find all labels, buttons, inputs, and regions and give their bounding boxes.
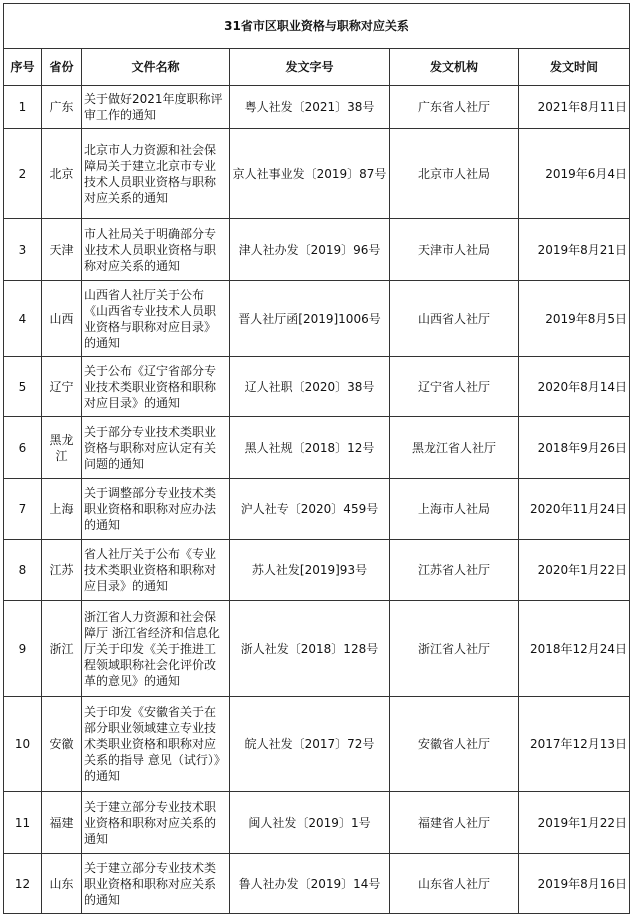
table-row <box>4 417 630 479</box>
row-agency: 安徽省人社厅 <box>390 697 519 792</box>
row-province: 黑龙江 <box>42 417 82 479</box>
row-date: 2020年1月22日 <box>519 540 630 601</box>
header-doc-number: 发文字号 <box>230 49 390 86</box>
row-doc-name: 关于公布《辽宁省部分专业技术类职业资格和职称对应目录》的通知 <box>82 357 230 417</box>
row-date: 2020年11月24日 <box>519 479 630 540</box>
table-row <box>4 281 630 357</box>
row-no: 11 <box>4 792 42 854</box>
row-no: 2 <box>4 129 42 219</box>
table-row <box>4 601 630 697</box>
row-province: 浙江 <box>42 601 82 697</box>
row-no: 6 <box>4 417 42 479</box>
row-doc-number: 黑人社规〔2018〕12号 <box>230 417 390 479</box>
row-doc-name: 北京市人力资源和社会保障局关于建立北京市专业技术人员职业资格与职称对应关系的通知 <box>82 129 230 219</box>
table-row <box>4 357 630 417</box>
row-date: 2017年12月13日 <box>519 697 630 792</box>
row-agency: 天津市人社局 <box>390 219 519 281</box>
table-row <box>4 86 630 129</box>
row-doc-number: 浙人社发〔2018〕128号 <box>230 601 390 697</box>
row-agency: 黑龙江省人社厅 <box>390 417 519 479</box>
row-date: 2019年8月5日 <box>519 281 630 357</box>
row-doc-number: 津人社办发〔2019〕96号 <box>230 219 390 281</box>
row-doc-number: 粤人社发〔2021〕38号 <box>230 86 390 129</box>
row-agency: 山西省人社厅 <box>390 281 519 357</box>
row-agency: 北京市人社局 <box>390 129 519 219</box>
row-province: 山西 <box>42 281 82 357</box>
row-province: 江苏 <box>42 540 82 601</box>
row-province: 山东 <box>42 854 82 914</box>
row-doc-name: 关于部分专业技术类职业资格与职称对应认定有关问题的通知 <box>82 417 230 479</box>
table-row <box>4 540 630 601</box>
row-agency: 上海市人社局 <box>390 479 519 540</box>
row-date: 2019年8月16日 <box>519 854 630 914</box>
row-doc-number: 辽人社职〔2020〕38号 <box>230 357 390 417</box>
row-no: 1 <box>4 86 42 129</box>
row-date: 2021年8月11日 <box>519 86 630 129</box>
table-row <box>4 792 630 854</box>
row-no: 7 <box>4 479 42 540</box>
row-province: 上海 <box>42 479 82 540</box>
row-doc-number: 苏人社发[2019]93号 <box>230 540 390 601</box>
row-province: 北京 <box>42 129 82 219</box>
row-doc-number: 鲁人社办发〔2019〕14号 <box>230 854 390 914</box>
row-no: 8 <box>4 540 42 601</box>
header-agency: 发文机构 <box>390 49 519 86</box>
row-doc-name: 关于建立部分专业技术类职业资格和职称对应关系的通知 <box>82 854 230 914</box>
document-table <box>3 3 630 914</box>
row-agency: 福建省人社厅 <box>390 792 519 854</box>
row-doc-name: 市人社局关于明确部分专业技术人员职业资格与职称对应关系的通知 <box>82 219 230 281</box>
row-province: 广东 <box>42 86 82 129</box>
row-no: 3 <box>4 219 42 281</box>
table-row <box>4 479 630 540</box>
row-no: 10 <box>4 697 42 792</box>
row-doc-name: 山西省人社厅关于公布《山西省专业技术人员职业资格与职称对应目录》的通知 <box>82 281 230 357</box>
row-doc-number: 闽人社发〔2019〕1号 <box>230 792 390 854</box>
row-province: 辽宁 <box>42 357 82 417</box>
row-date: 2019年8月21日 <box>519 219 630 281</box>
table-row <box>4 129 630 219</box>
row-doc-name: 关于做好2021年度职称评审工作的通知 <box>82 86 230 129</box>
header-date: 发文时间 <box>519 49 630 86</box>
row-date: 2019年6月4日 <box>519 129 630 219</box>
row-province: 福建 <box>42 792 82 854</box>
row-no: 9 <box>4 601 42 697</box>
header-province: 省份 <box>42 49 82 86</box>
row-province: 安徽 <box>42 697 82 792</box>
row-no: 5 <box>4 357 42 417</box>
row-doc-number: 京人社事业发〔2019〕87号 <box>230 129 390 219</box>
row-agency: 浙江省人社厅 <box>390 601 519 697</box>
header-no: 序号 <box>4 49 42 86</box>
row-province: 天津 <box>42 219 82 281</box>
row-date: 2018年12月24日 <box>519 601 630 697</box>
row-doc-name: 关于调整部分专业技术类职业资格和职称对应办法的通知 <box>82 479 230 540</box>
header-doc-name: 文件名称 <box>82 49 230 86</box>
row-agency: 广东省人社厅 <box>390 86 519 129</box>
row-no: 12 <box>4 854 42 914</box>
row-doc-number: 晋人社厅函[2019]1006号 <box>230 281 390 357</box>
row-doc-name: 省人社厅关于公布《专业技术类职业资格和职称对应目录》的通知 <box>82 540 230 601</box>
row-date: 2020年8月14日 <box>519 357 630 417</box>
table-row <box>4 854 630 914</box>
row-doc-number: 沪人社专〔2020〕459号 <box>230 479 390 540</box>
row-doc-name: 关于印发《安徽省关于在部分职业领域建立专业技术类职业资格和职称对应关系的指导 意见（试行）》的通知 <box>82 697 230 792</box>
table-title: 31省市区职业资格与职称对应关系 <box>4 4 630 49</box>
row-doc-name: 关于建立部分专业技术职业资格和职称对应关系的通知 <box>82 792 230 854</box>
row-no: 4 <box>4 281 42 357</box>
row-date: 2018年9月26日 <box>519 417 630 479</box>
header-row <box>4 49 630 86</box>
row-doc-name: 浙江省人力资源和社会保障厅 浙江省经济和信息化厅关于印发《关于推进工程领域职称社会化评价改革的意见》的通知 <box>82 601 230 697</box>
row-agency: 辽宁省人社厅 <box>390 357 519 417</box>
table-row <box>4 697 630 792</box>
table-row <box>4 219 630 281</box>
row-agency: 江苏省人社厅 <box>390 540 519 601</box>
row-doc-number: 皖人社发〔2017〕72号 <box>230 697 390 792</box>
row-agency: 山东省人社厅 <box>390 854 519 914</box>
row-date: 2019年1月22日 <box>519 792 630 854</box>
